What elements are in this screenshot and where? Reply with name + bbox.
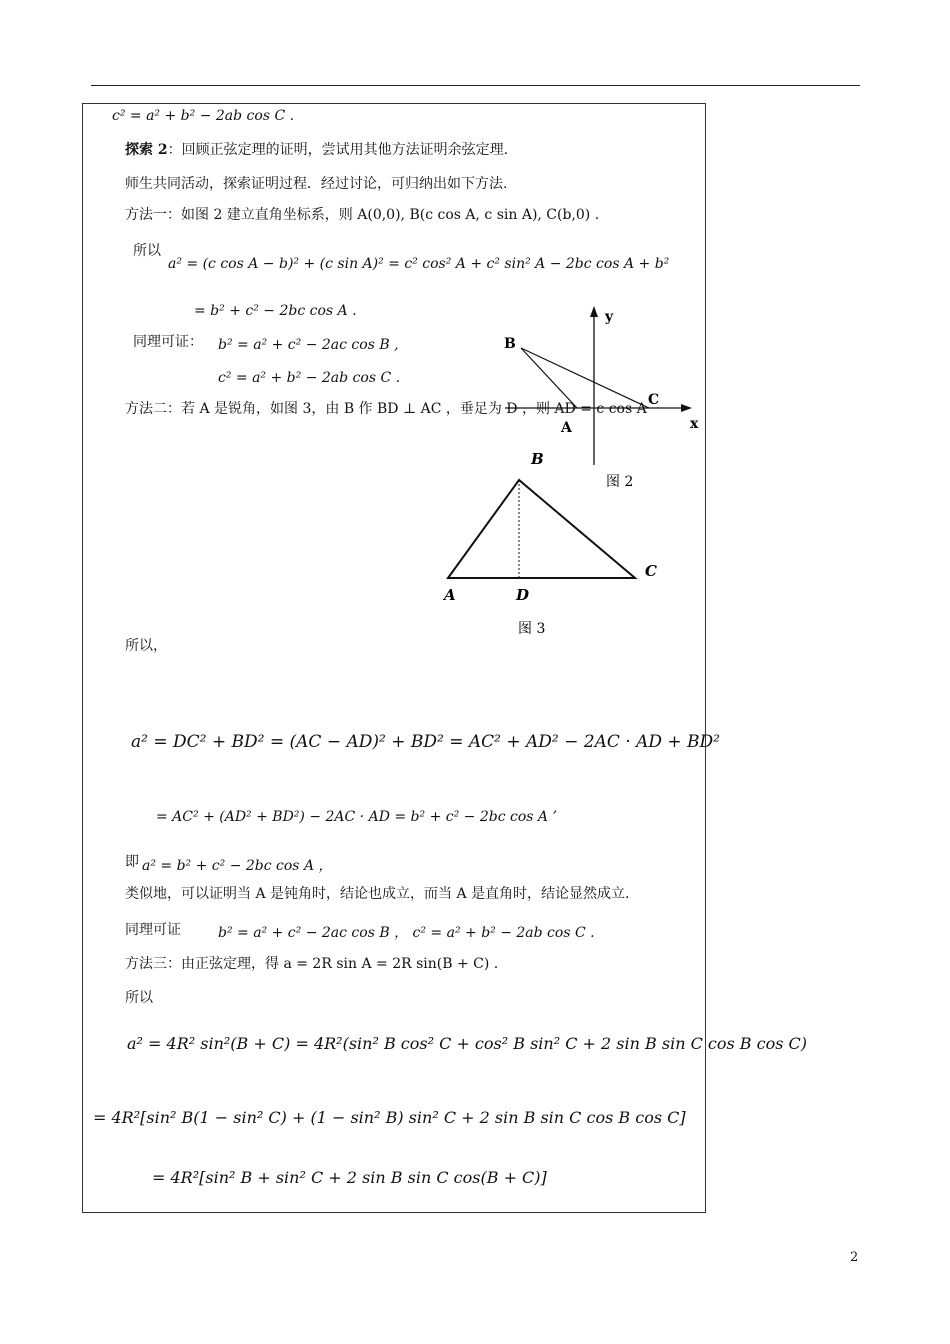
formula-b-squared-1: b² = a² + c² − 2ac cos B , xyxy=(218,337,399,353)
label-y: y xyxy=(605,309,614,325)
obtuse-case-text: 类似地，可以证明当 A 是钝角时，结论也成立，而当 A 是直角时，结论显然成立. xyxy=(125,886,630,902)
method-2-text: 方法二：若 A 是锐角，如图 3，由 B 作 BD ⊥ AC ，垂足为 D ，则 AD = c cos A xyxy=(125,401,647,417)
formula-method-2-a: a² = DC² + BD² = (AC − AD)² + BD² = AC² + AD² − 2AC · AD + BD² xyxy=(131,732,720,752)
so-label-3: 所以 xyxy=(125,990,153,1006)
formula-c-squared: c² = a² + b² − 2ab cos C . xyxy=(112,108,295,124)
method-3-text: 方法三：由正弦定理，得 a = 2R sin A = 2R sin(B + C) . xyxy=(125,956,499,972)
label-b-fig2: B xyxy=(504,336,516,352)
formula-method-1-result: = b² + c² − 2bc cos A . xyxy=(194,303,357,319)
similarly-label-2: 同理可证 xyxy=(125,922,181,938)
formula-method-1: a² = (c cos A − b)² + (c sin A)² = c² cos² A + c² sin² A − 2bc cos A + b² xyxy=(168,256,670,272)
explore-2-label: 探索 2 xyxy=(125,142,168,158)
fig2-caption: 图 2 xyxy=(606,474,634,490)
explore-2-text: ：回顾正弦定理的证明，尝试用其他方法证明余弦定理. xyxy=(167,142,509,158)
y-axis-arrow-icon xyxy=(590,306,598,317)
header-rule xyxy=(91,85,860,86)
x-axis-arrow-icon xyxy=(681,404,692,412)
fig3-caption: 图 3 xyxy=(518,621,546,637)
label-d-fig3: D xyxy=(516,586,530,604)
side-bc xyxy=(521,348,649,408)
activity-text: 师生共同活动，探索证明过程．经过讨论，可归纳出如下方法. xyxy=(125,176,508,192)
label-c-fig2: C xyxy=(648,392,660,408)
label-b-fig3: B xyxy=(531,450,544,468)
namely-label: 即 xyxy=(125,854,139,870)
formula-c-squared-1: c² = a² + b² − 2ab cos C . xyxy=(218,370,401,386)
similarly-label-1: 同理可证： xyxy=(133,334,203,350)
so-label-1: 所以 xyxy=(133,243,161,259)
explore-2-line xyxy=(125,141,508,159)
formula-method-3-a: a² = 4R² sin²(B + C) = 4R²(sin² B cos² C + cos² B sin² C + 2 sin B sin C cos B cos C) xyxy=(127,1034,808,1053)
label-a-fig3: A xyxy=(444,586,456,604)
label-a-fig2: A xyxy=(561,420,572,436)
formula-method-2-b: = AC² + (AD² + BD²) − 2AC · AD = b² + c² − 2bc cos A ’ xyxy=(156,809,557,825)
method-1-text: 方法一：如图 2 建立直角坐标系，则 A(0,0), B(c cos A, c sin A), C(b,0) . xyxy=(125,207,600,223)
formula-method-3-b: = 4R²[sin² B(1 − sin² C) + (1 − sin² B) sin² C + 2 sin B sin C cos B cos C] xyxy=(93,1108,686,1127)
formula-similarly-2: b² = a² + c² − 2ac cos B ， c² = a² + b² − 2ab cos C . xyxy=(218,925,595,941)
side-ab xyxy=(521,348,577,408)
so-label-2: 所以， xyxy=(125,638,167,654)
formula-namely: a² = b² + c² − 2bc cos A ， xyxy=(142,858,333,874)
page-number: 2 xyxy=(850,1250,859,1265)
label-c-fig3: C xyxy=(645,562,657,580)
figure-3 xyxy=(430,445,680,645)
label-x: x xyxy=(690,416,699,432)
formula-method-3-a-clip xyxy=(127,1030,808,1058)
triangle-abc xyxy=(448,480,635,578)
formula-method-3-c: = 4R²[sin² B + sin² C + 2 sin B sin C cos(B + C)] xyxy=(152,1168,547,1187)
